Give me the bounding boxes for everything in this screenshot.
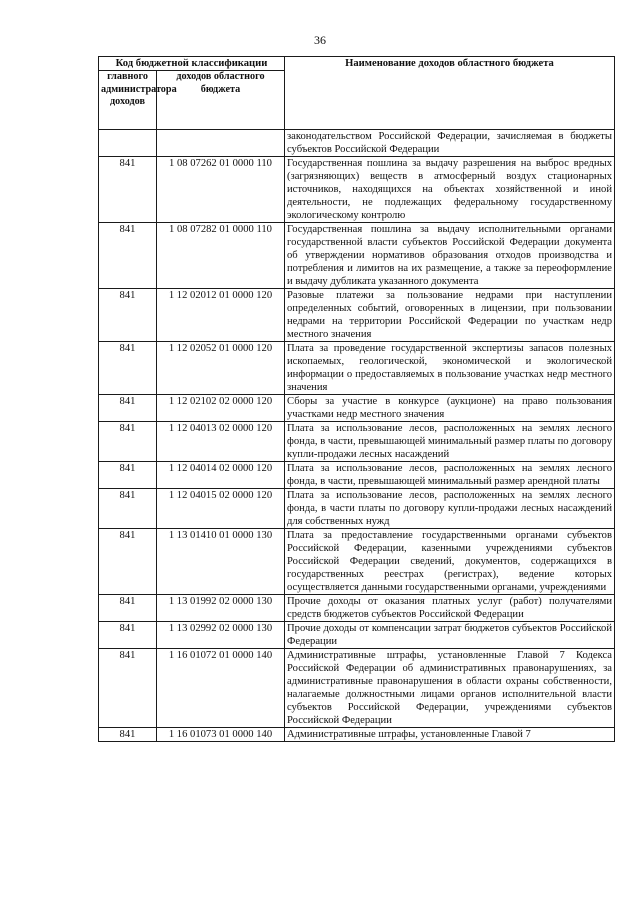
income-code-cell: 1 12 04014 02 0000 120 [157, 462, 285, 489]
header-name: Наименование доходов областного бюджета [285, 57, 615, 130]
income-name-cell: Сборы за участие в конкурсе (аукционе) на право пользования участками недр местного значения [285, 395, 615, 422]
table-row [99, 395, 615, 422]
admin-code-cell: 841 [99, 342, 157, 395]
income-code-cell: 1 13 01410 01 0000 130 [157, 529, 285, 595]
table-row [99, 289, 615, 342]
income-name-cell: Разовые платежи за пользование недрами при наступлении определенных событий, оговоренных в лицензии, при пользовании недрами на территории Российской Федерации по участкам недр местного значения [285, 289, 615, 342]
income-code-cell: 1 13 01992 02 0000 130 [157, 595, 285, 622]
income-name-cell: Плата за использование лесов, расположенных на землях лесного фонда, в части, превышающей минимальный размер арендной платы [285, 462, 615, 489]
table-row [99, 529, 615, 595]
income-code-cell: 1 12 04015 02 0000 120 [157, 489, 285, 529]
admin-code-cell: 841 [99, 529, 157, 595]
admin-code-cell: 841 [99, 422, 157, 462]
income-code-cell: 1 16 01072 01 0000 140 [157, 649, 285, 728]
admin-code-cell: 841 [99, 223, 157, 289]
continuation-text: законодательством Российской Федерации, зачисляемая в бюджеты субъектов Российской Федерации [285, 130, 615, 157]
table-row [99, 489, 615, 529]
table-row [99, 462, 615, 489]
admin-code-cell: 841 [99, 622, 157, 649]
income-code-cell: 1 12 02102 02 0000 120 [157, 395, 285, 422]
income-code-cell: 1 13 02992 02 0000 130 [157, 622, 285, 649]
header-admin: главного администратора доходов [99, 71, 157, 130]
income-name-cell: Государственная пошлина за выдачу разрешения на выброс вредных (загрязняющих) веществ в атмосферный воздух стационарных источников, находящихся на объектах хозяйственной и иной деятельности, не подлежащих федеральному государственному экологическому контролю [285, 157, 615, 223]
table-row [99, 649, 615, 728]
income-code-cell: 1 16 01073 01 0000 140 [157, 728, 285, 742]
income-name-cell: Плата за использование лесов, расположенных на землях лесного фонда, в части, превышающей минимальный размер платы по договору купли-продажи лесных насаждений [285, 422, 615, 462]
continuation-code-cell [157, 130, 285, 157]
income-code-cell: 1 12 02012 01 0000 120 [157, 289, 285, 342]
header-classification-code: Код бюджетной классификации [99, 57, 285, 71]
table-row [99, 342, 615, 395]
budget-classification-table [98, 56, 615, 742]
admin-code-cell: 841 [99, 157, 157, 223]
table-row [99, 157, 615, 223]
header-income: доходов областного бюджета [157, 71, 285, 130]
income-code-cell: 1 12 04013 02 0000 120 [157, 422, 285, 462]
income-code-cell: 1 12 02052 01 0000 120 [157, 342, 285, 395]
page-number: 36 [314, 33, 326, 47]
income-name-cell: Плата за предоставление государственными органами субъектов Российской Федерации, казенными учреждениями субъектов Российской Федерации сведений, документов, содержащихся в государственных реестрах (регистрах), ведение которых осуществляется данными государственными органами, учреждениями [285, 529, 615, 595]
income-name-cell: Административные штрафы, установленные Главой 7 Кодекса Российской Федерации об административных правонарушениях, за административные правонарушения в области охраны собственности, налагаемые должностными лицами органов исполнительной власти субъектов Российской Федерации, учреждениями субъектов Российской Федерации [285, 649, 615, 728]
admin-code-cell: 841 [99, 395, 157, 422]
admin-code-cell: 841 [99, 462, 157, 489]
admin-code-cell: 841 [99, 595, 157, 622]
table-row [99, 595, 615, 622]
income-code-cell: 1 08 07282 01 0000 110 [157, 223, 285, 289]
income-name-cell: Плата за проведение государственной экспертизы запасов полезных ископаемых, геологической, экономической и экологической информации о предоставляемых в пользование участках недр местного значения [285, 342, 615, 395]
income-name-cell: Плата за использование лесов, расположенных на землях лесного фонда, в части платы по договору купли-продажи лесных насаждений для собственных нужд [285, 489, 615, 529]
income-name-cell: Прочие доходы от компенсации затрат бюджетов субъектов Российской Федерации [285, 622, 615, 649]
income-name-cell: Административные штрафы, установленные Главой 7 [285, 728, 615, 742]
admin-code-cell: 841 [99, 289, 157, 342]
continuation-row [99, 130, 615, 157]
header-row-group [99, 57, 615, 71]
table-row [99, 622, 615, 649]
table-row [99, 422, 615, 462]
income-name-cell: Государственная пошлина за выдачу исполнительными органами государственной власти субъектов Российской Федерации документа об утверждении нормативов образования отходов производства и потребления и лимитов на их размещение, а также за переоформление и выдачу дубликата указанного документа [285, 223, 615, 289]
admin-code-cell: 841 [99, 649, 157, 728]
continuation-admin-cell [99, 130, 157, 157]
table-row [99, 728, 615, 742]
admin-code-cell: 841 [99, 728, 157, 742]
admin-code-cell: 841 [99, 489, 157, 529]
income-name-cell: Прочие доходы от оказания платных услуг (работ) получателями средств бюджетов субъектов Российской Федерации [285, 595, 615, 622]
table-row [99, 223, 615, 289]
income-code-cell: 1 08 07262 01 0000 110 [157, 157, 285, 223]
